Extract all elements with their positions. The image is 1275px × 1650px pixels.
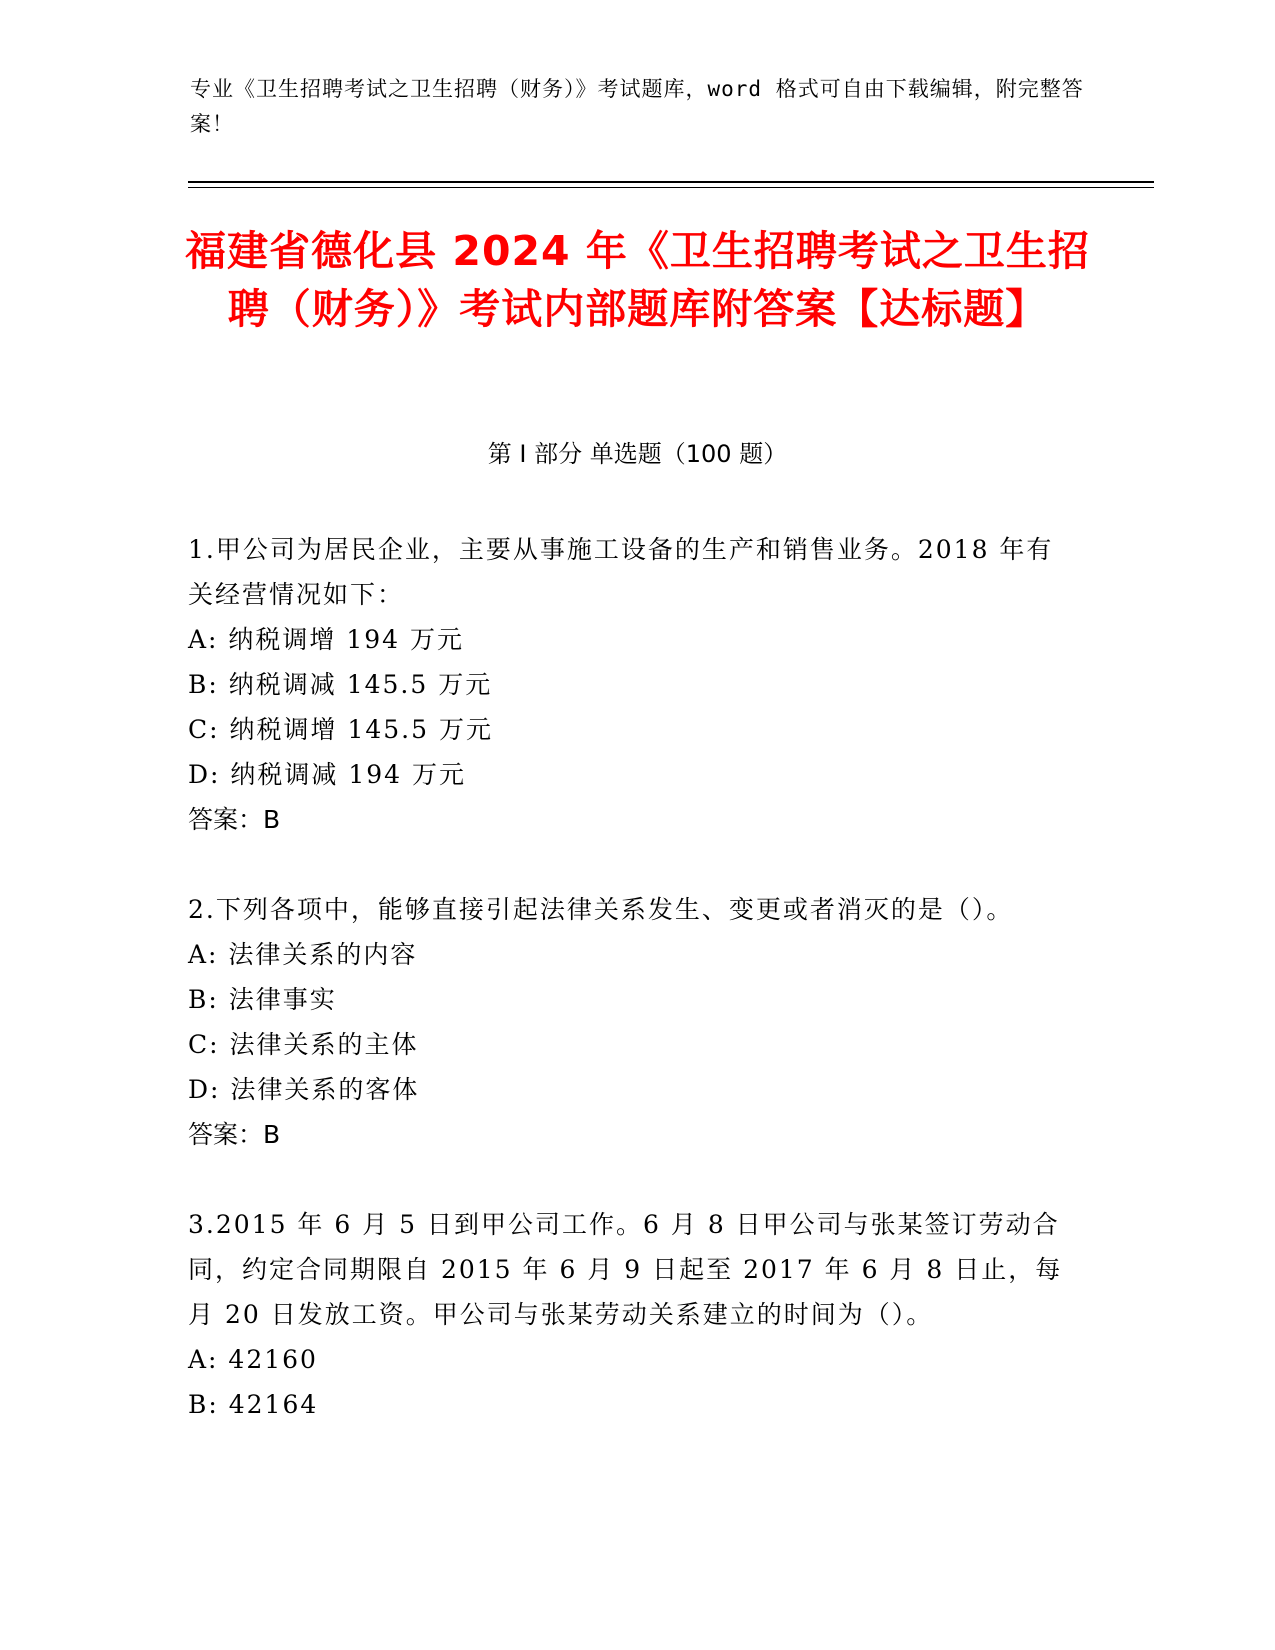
question-stem: 2.下列各项中，能够直接引起法律关系发生、变更或者消灭的是（）。	[188, 895, 1014, 924]
option-d: D: 法律关系的客体	[188, 1075, 420, 1104]
header-rule-thick	[188, 181, 1154, 183]
option-c: C: 法律关系的主体	[188, 1030, 419, 1059]
question-list	[188, 527, 1078, 1471]
document-title: 福建省德化县 2024 年《卫生招聘考试之卫生招聘（财务）》考试内部题库附答案【达标题】	[185, 227, 1090, 333]
question-stem: 3.2015 年 6 月 5 日到甲公司工作。6 月 8 日甲公司与张某签订劳动合同，约定合同期限自 2015 年 6 月 9 日起至 2017 年 6 月 8 日止，每月 20 日发放工资。甲公司与张某劳动关系建立的时间为（）。	[188, 1210, 1063, 1329]
option-a: A: 法律关系的内容	[188, 940, 418, 969]
question-stem: 1.甲公司为居民企业，主要从事施工设备的生产和销售业务。2018 年有关经营情况如下：	[188, 535, 1054, 609]
question-3	[188, 1202, 1078, 1427]
question-1	[188, 527, 1078, 843]
header-rule-thin	[188, 187, 1154, 188]
section-title: 第 I 部分 单选题（100 题）	[487, 440, 788, 468]
option-b: B: 法律事实	[188, 985, 337, 1014]
option-b: B: 纳税调减 145.5 万元	[188, 670, 493, 699]
question-2	[188, 887, 1078, 1158]
option-b: B: 42164	[188, 1390, 319, 1419]
option-a: A: 42160	[188, 1345, 318, 1374]
option-a: A: 纳税调增 194 万元	[188, 625, 465, 654]
option-c: C: 纳税调增 145.5 万元	[188, 715, 493, 744]
answer: 答案：B	[188, 805, 281, 834]
option-d: D: 纳税调减 194 万元	[188, 760, 467, 789]
header-note: 专业《卫生招聘考试之卫生招聘（财务）》考试题库，word 格式可自由下载编辑，附完整答案！	[190, 77, 1084, 136]
answer: 答案：B	[188, 1120, 281, 1149]
